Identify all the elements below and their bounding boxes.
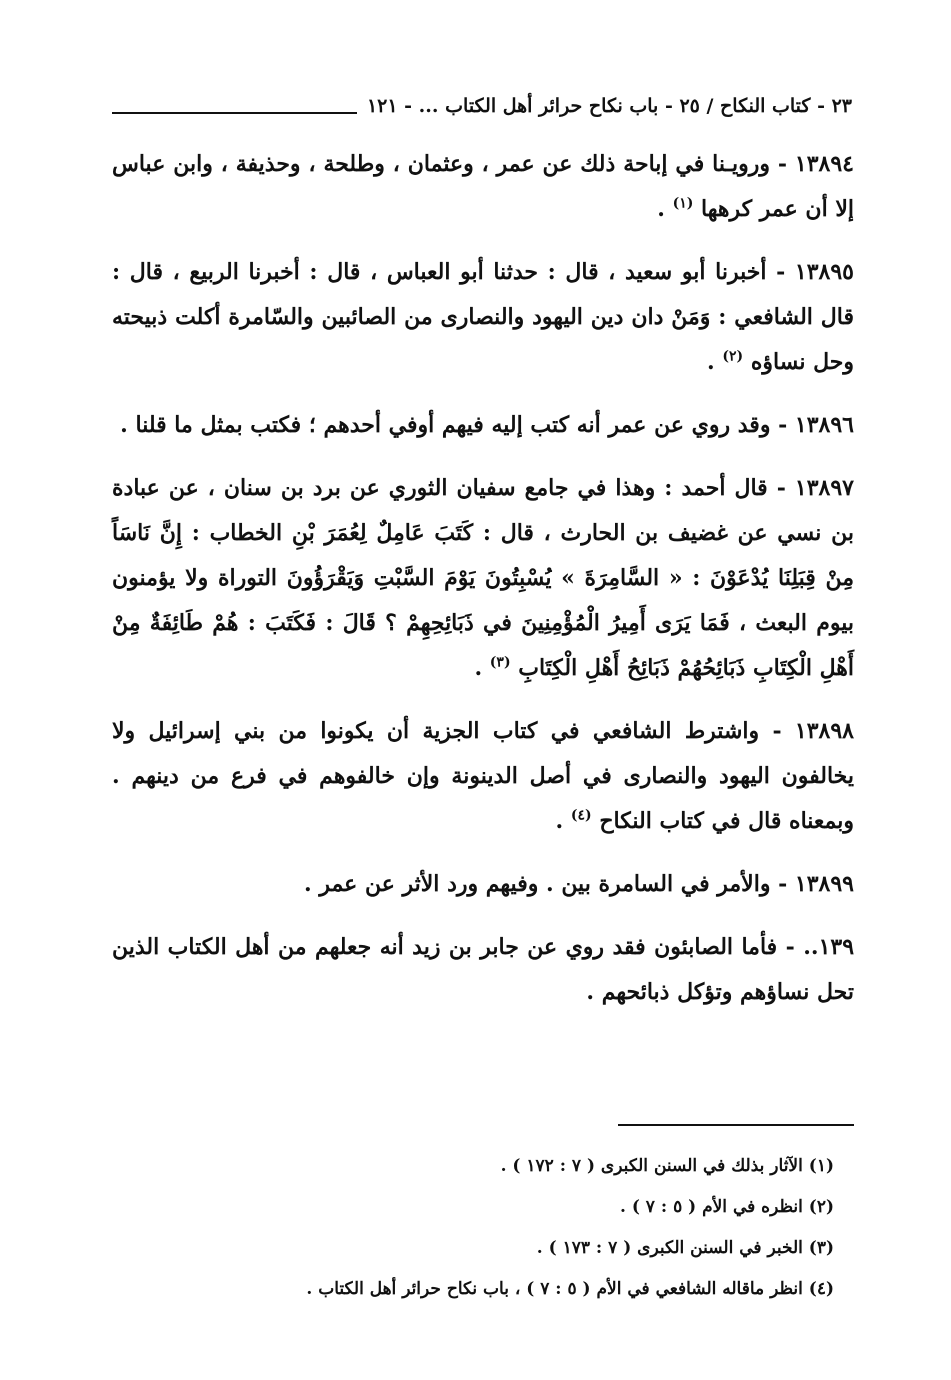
running-header <box>112 86 852 126</box>
paragraph-number: ١٣٨٩٨ <box>794 718 854 744</box>
footnote-marker[interactable]: (٣) <box>489 654 511 671</box>
paragraph: ١٣٨٩٨ - واشترط الشافعي في كتاب الجزية أن يكونوا من بني إسرائيل ولا يخالفون اليهود والنصارى في أصل الدينونة وإن خالفوهم في فرع من دينهم . وبمعناه قال في كتاب النكاح $^{(٤)}$ . <box>112 718 854 834</box>
footnote-marker[interactable]: (٢) <box>722 348 744 365</box>
footnote-separator <box>618 1124 854 1126</box>
paragraph-number: ١٣٨٩٥ <box>794 259 854 285</box>
footnote-4: (٤) انظر ماقاله الشافعي في الأم ( ٥ : ٧ ) ، باب نكاح حرائر أهل الكتاب . <box>306 1279 834 1299</box>
footnote-1: (١) الآثار بذلك في السنن الكبرى ( ٧ : ١٧٢ ) . <box>500 1156 834 1176</box>
paragraph: ١٣٨٩٦ - وقد روي عن عمر أنه كتب إليه فيهم أوفي أحدهم ؛ فكتب بمثل ما قلنا . <box>120 412 854 438</box>
paragraph-text: فأما الصابئون فقد روي عن جابر بن زيد أنه جعلهم من أهل الكتاب الذين تحل نساؤهم وتؤكل ذبائحهم <box>112 934 854 1005</box>
paragraph-text: واشترط الشافعي في كتاب الجزية أن يكونوا من بني إسرائيل ولا يخالفون اليهود والنصارى في أصل الدينونة وإن خالفوهم في فرع من دينهم . وبمعناه قال في كتاب النكاح <box>112 718 854 834</box>
header-title: ٢٣ - كتاب النكاح / ٢٥ - باب نكاح حرائر أهل الكتاب ... - ١٢١ <box>366 95 852 117</box>
main-text <box>112 142 854 1033</box>
paragraph-number: ١٣٨٩٧ <box>794 475 854 501</box>
paragraph: ١٣٨٩٥ - أخبرنا أبو سعيد ، قال : حدثنا أبو العباس ، قال : أخبرنا الربيع ، قال : قال الشافعي : وَمَنْ دان دين اليهود والنصارى من الصائبين والسّامرة أكلت ذبيحته وحل نساؤه $^{(٢)}$ . <box>112 259 854 375</box>
paragraph-text: ورويـنا في إباحة ذلك عن عمر ، وعثمان ، وطلحة ، وحذيفة ، وابن عباس إلا أن عمر كرهها <box>112 151 854 222</box>
footnote-3: (٣) الخبر في السنن الكبرى ( ٧ : ١٧٣ ) . <box>536 1238 834 1258</box>
paragraph-number: ١٣٨٩٩ <box>794 871 854 897</box>
header-rule <box>112 112 357 114</box>
paragraph: ١٣٨٩٤ - ورويـنا في إباحة ذلك عن عمر ، وعثمان ، وطلحة ، وحذيفة ، وابن عباس إلا أن عمر كرهها $^{(١)}$ . <box>112 151 854 222</box>
footnote-marker[interactable]: (١) <box>672 195 694 212</box>
footnote-2: (٢) انظره في الأم ( ٥ : ٧ ) . <box>619 1197 834 1217</box>
footnotes <box>112 1146 834 1310</box>
paragraph: ١٣٩.. - فأما الصابئون فقد روي عن جابر بن زيد أنه جعلهم من أهل الكتاب الذين تحل نساؤهم وتؤكل ذبائحهم . <box>112 934 855 1005</box>
paragraph-text: والأمر في السامرة بين . وفيهم ورد الأثر عن عمر <box>319 871 771 897</box>
paragraph-text: قال أحمد : وهذا في جامع سفيان الثوري عن برد بن سنان ، عن عبادة بن نسي عن غضيف بن الحارث ، قال : كَتَبَ عَامِلٌ لِعُمَرَ بْنِ الخطاب : إِنَّ نَاسَاً مِنْ قِبَلِنَا يُدْعَوْنَ : « السَّامِرَةَ » يُسْبِتُونَ يَوْمَ السَّبْتِ وَيَقْرَؤُونَ التوراة ولا يؤمنون بيوم البعث ، فَمَا يَرَى أَمِيرُ الْمُؤْمِنِينَ في ذَبَائِحِهِمْ ؟ قَالَ : فَكَتَبَ : هُمْ طَائِفَةٌ مِنْ أَهْلِ الْكِتَابِ ذَبَائِحُهُمْ ذَبَائِحُ أَهْلِ الْكِتَابِ <box>112 475 854 681</box>
paragraph-number: ١٣٨٩٤ <box>794 151 854 177</box>
paragraph-text: أخبرنا أبو سعيد ، قال : حدثنا أبو العباس ، قال : أخبرنا الربيع ، قال : قال الشافعي : وَمَنْ دان دين اليهود والنصارى من الصائبين والسّامرة أكلت ذبيحته وحل نساؤه <box>112 259 854 375</box>
paragraph-text: وقد روي عن عمر أنه كتب إليه فيهم أوفي أحدهم ؛ فكتب بمثل ما قلنا <box>135 412 771 438</box>
paragraph: ١٣٨٩٩ - والأمر في السامرة بين . وفيهم ورد الأثر عن عمر . <box>303 871 854 897</box>
paragraph: ١٣٨٩٧ - قال أحمد : وهذا في جامع سفيان الثوري عن برد بن سنان ، عن عبادة بن نسي عن غضيف بن الحارث ، قال : كَتَبَ عَامِلٌ لِعُمَرَ بْنِ الخطاب : إِنَّ نَاسَاً مِنْ قِبَلِنَا يُدْعَوْنَ : « السَّامِرَةَ » يُسْبِتُونَ يَوْمَ السَّبْتِ وَيَقْرَؤُونَ التوراة ولا يؤمنون بيوم البعث ، فَمَا يَرَى أَمِيرُ الْمُؤْمِنِينَ في ذَبَائِحِهِمْ ؟ قَالَ : فَكَتَبَ : هُمْ طَائِفَةٌ مِنْ أَهْلِ الْكِتَابِ ذَبَائِحُهُمْ ذَبَائِحُ أَهْلِ الْكِتَابِ $^{(٣)}$ . <box>112 475 854 681</box>
footnote-marker[interactable]: (٤) <box>570 807 592 824</box>
paragraph-number: ١٣٨٩٦ <box>794 412 854 438</box>
paragraph-number: ١٣٩.. <box>803 934 855 960</box>
